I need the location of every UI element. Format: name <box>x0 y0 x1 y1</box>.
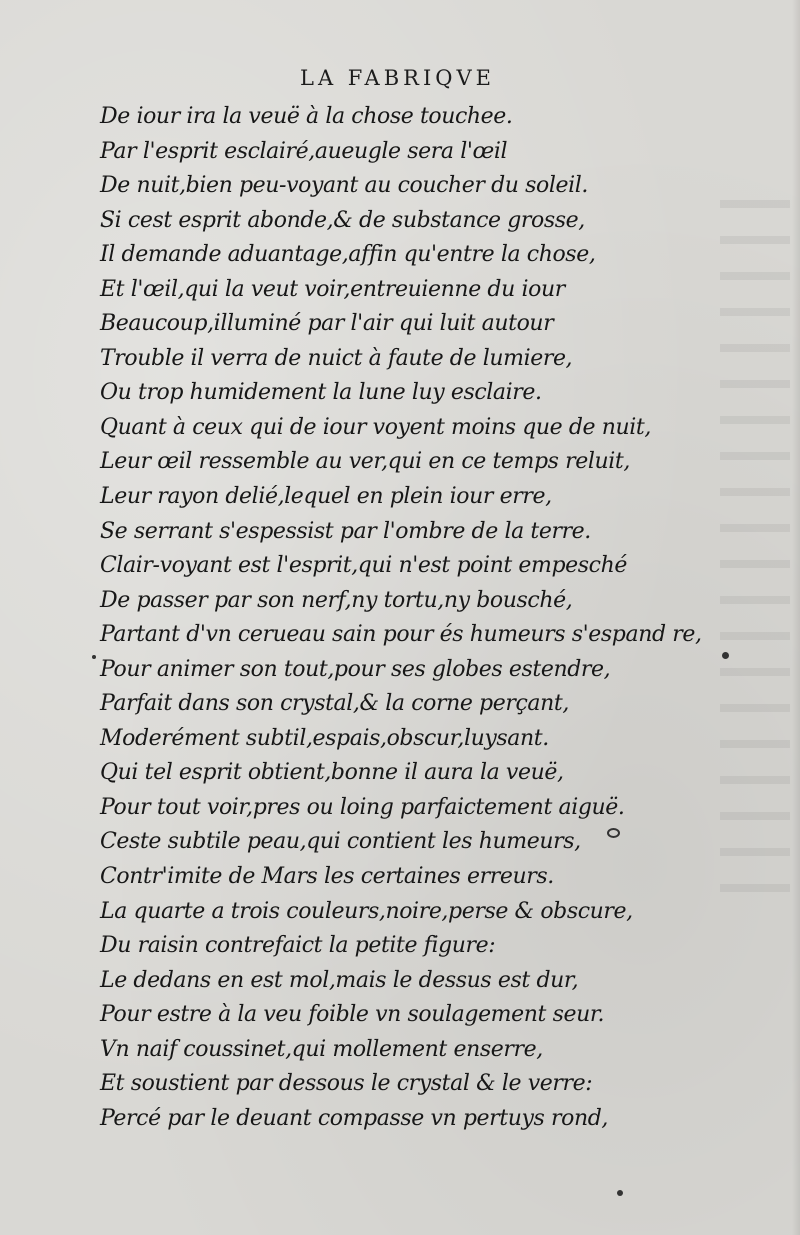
poem-line: Vn naif coussinet,qui mollement enserre, <box>100 1036 543 1062</box>
poem-line: De iour ira la veuë à la chose touchee. <box>100 104 513 129</box>
poem-line: Trouble il verra de nuict à faute de lumiere, <box>100 345 573 371</box>
poem-line: Ceste subtile peau,qui contient les humeurs, <box>100 829 581 855</box>
poem-line: De passer par son nerf,ny tortu,ny bousché, <box>100 587 573 613</box>
running-header: LA FABRIQVE <box>300 66 495 90</box>
poem-line: Leur œil ressemble au ver,qui en ce temps reluit, <box>100 449 630 475</box>
ink-speck <box>92 655 96 659</box>
show-through-text <box>720 200 790 900</box>
poem-line: Clair-voyant est l'esprit,qui n'est point empesché <box>100 553 627 579</box>
poem-line: Si cest esprit abonde,& de substance grosse, <box>100 207 585 233</box>
poem-line: Le dedans en est mol,mais le dessus est dur, <box>100 967 579 993</box>
ink-speck <box>607 828 620 838</box>
poem-line: Leur rayon delié,lequel en plein iour erre, <box>100 484 552 510</box>
poem-line: Du raisin contrefaict la petite figure: <box>100 933 496 959</box>
poem-line: Contr'imite de Mars les certaines erreurs. <box>100 864 554 890</box>
poem-line: Pour estre à la veu foible vn soulagement seur. <box>100 1002 605 1028</box>
poem-line: Quant à ceux qui de iour voyent moins que de nuit, <box>100 414 651 440</box>
page-edge-shadow <box>792 0 800 1235</box>
poem-line: Ou trop humidement la lune luy esclaire. <box>100 380 542 406</box>
poem-line: Il demande aduantage,affin qu'entre la chose, <box>100 242 596 268</box>
poem-line: Et l'œil,qui la veut voir,entreuienne du iour <box>100 276 565 302</box>
poem-line: Percé par le deuant compasse vn pertuys rond, <box>100 1105 608 1131</box>
poem-line: Se serrant s'espessist par l'ombre de la terre. <box>100 518 591 544</box>
poem-line: De nuit,bien peu-voyant au coucher du soleil. <box>100 173 589 199</box>
poem-line: Et soustient par dessous le crystal & le verre: <box>100 1071 593 1097</box>
poem-line: Par l'esprit esclairé,aueugle sera l'œil <box>100 138 508 164</box>
poem-line: Pour tout voir,pres ou loing parfaictement aiguë. <box>100 794 625 820</box>
poem-line: Parfait dans son crystal,& la corne perçant, <box>100 691 569 717</box>
poem-line: Partant d'vn cerueau sain pour és humeurs s'espand re, <box>100 622 702 648</box>
poem-line: Pour animer son tout,pour ses globes estendre, <box>100 656 611 682</box>
poem-line: Qui tel esprit obtient,bonne il aura la veuë, <box>100 760 564 786</box>
poem-line: Moderément subtil,espais,obscur,luysant. <box>100 725 549 751</box>
ink-speck <box>617 1190 623 1196</box>
poem-line: Beaucoup,illuminé par l'air qui luit autour <box>100 311 554 337</box>
poem-text <box>100 100 720 1136</box>
ink-speck <box>722 652 729 659</box>
poem-line: La quarte a trois couleurs,noire,perse & obscure, <box>100 898 633 924</box>
